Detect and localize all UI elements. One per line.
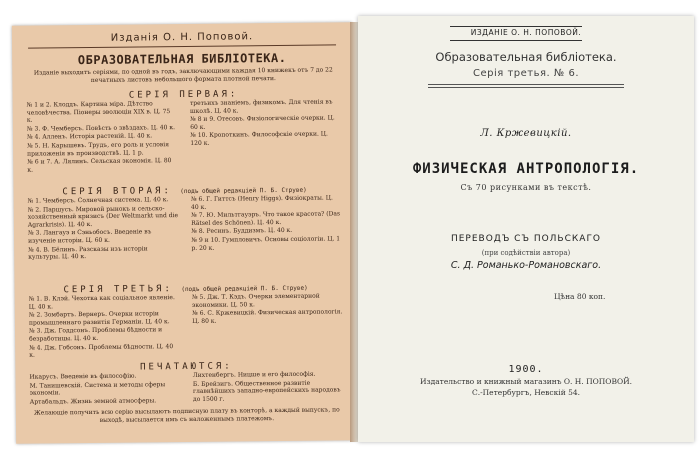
catalog-columns [27, 88, 345, 435]
printing-col-left [29, 372, 180, 407]
list-item: № 2. Паршусъ. Мировой рынокъ и сельско-хозяйственный кризисъ (Der Weltmarkt und die Agrarkrisis). Ц. 40 к. [27, 204, 179, 229]
list-item: № 5. Дж. Т. Кэдъ. Очерки элементарной экономики. Ц. 50 к. [191, 292, 320, 309]
author-name: Л. Кржевицкiй. [480, 128, 572, 139]
list-item: № 4. Дж. Гобсонъ. Проблемы бѣдности. Ц. 40 к. [29, 342, 174, 359]
publisher-header: ИЗДАНIЕ О. Н. ПОПОВОЙ. [470, 28, 582, 37]
price: Цѣна 80 коп. [554, 292, 606, 301]
series-1-col-right [190, 98, 341, 148]
series-2-title: СЕРIЯ ВТОРАЯ: [62, 186, 172, 198]
left-page [12, 22, 356, 444]
list-item: № 1. В. Клэй. Чехотка как соцiальное явленiе. Ц. 40 к. [28, 294, 175, 311]
series-3-title: СЕРIЯ ТРЕТЬЯ: [63, 284, 173, 296]
printing-heading: ПЕЧАТАЮТСЯ: [140, 361, 233, 373]
series-2-editor: (подъ общей редакцiей П. Б. Струве) [180, 186, 307, 196]
list-item: Б. Брейзигъ. Общественное развитiе главнѣйшихъ западно-европейскихъ народовъ до 1500 г. [192, 379, 341, 403]
printing-col-right [193, 370, 344, 404]
list-item: № 1. Чемберсъ. Солнечная система. Ц. 40 к. [27, 196, 169, 205]
header-rule [28, 44, 336, 48]
list-item: № 3. Лангауэ и Сэньобосъ. Введенiе въ изученiе исторiи. Ц. 60 к. [27, 228, 152, 245]
series-2-col-left [28, 196, 179, 262]
translation-note: (при содѣйствiи автора) [481, 249, 571, 257]
list-item: № 6. С. Кржевицкiй. Физическая антропологiя. Ц. 80 к. [192, 308, 343, 325]
series-2-col-right [191, 194, 342, 253]
list-item: № 6 и 7. А. Лялинъ. Сельская экономiя. Ц. 80 к. [27, 157, 172, 174]
list-item: № 4. В. Бёлинъ. Разсказы изъ исторiи культуры. Ц. 40 к. [28, 244, 148, 261]
series-3-col-left [29, 294, 180, 360]
right-page [358, 16, 694, 442]
list-item: Икарусъ. Введенiе въ философiю. [29, 372, 137, 381]
header-rule-bottom [450, 40, 582, 41]
list-item: Артабальдъ. Жизнь земной атмосферы. [29, 397, 157, 406]
translator-name: С. Д. Романько-Романовскаго. [450, 260, 602, 271]
book-title: ФИЗИЧЕСКАЯ АНТРОПОЛОГIЯ. [412, 161, 640, 177]
list-item: № 8. Ресинъ. Буддизмъ. Ц. 40 к. [191, 227, 293, 236]
list-item: № 9 и 10. Гумпловичъ. Основы соцiологiи. Ц. 1 р. 20 к. [191, 235, 341, 252]
series-note: Изданiе выходитъ серiями, по одной въ годъ, заключающими каждая 10 книжекъ отъ 7 до 22 печатныхъ листовъ небольшого формата плотной печати. [33, 66, 333, 84]
series-1-col-left [27, 100, 178, 175]
series-title: Образовательная библiотека. [435, 50, 617, 64]
publication-year: 1900. [508, 364, 544, 375]
list-item: № 1 и 2. Клоддъ. Картина мiра. Дѣтство человѣчества. Пiонеры эволюцiи XIX в. Ц. 75 к. [26, 100, 171, 124]
list-item: № 4. Алленъ. Исторiя растенiй. Ц. 40 к. [26, 132, 153, 142]
header-rule-top [450, 26, 582, 27]
list-item: третьихъ знанiемъ, физикомъ. Для чтенiя въ школѣ. Ц. 40 к. [189, 98, 333, 115]
left-page-footer: Желающiе получить всю серiю высылаютъ подписную плату въ конторѣ, а каждый выпускъ, по выходѣ, высылается имъ съ наложеннымъ платежомъ. [33, 406, 340, 424]
list-item: № 2. Зомбартъ. Вернеръ. Очерки исторiи промышленнаго развитiя Германiи. Ц. 40 к. [28, 310, 170, 327]
list-item: Лихтенбергъ. Ницше и его философiя. [192, 370, 316, 379]
list-item: № 6. Г. Гиттсъ (Henry Higgs). Физiократы. Ц. 40 к. [190, 194, 333, 211]
open-book [8, 14, 696, 446]
rule-1 [428, 84, 624, 85]
series-3-col-right [192, 292, 343, 326]
rule-2 [428, 87, 624, 88]
list-item: № 3. Ф. Чемберсъ. Повѣсть о звѣздахъ. Ц. 40 к. [26, 123, 176, 133]
list-item: М. Танишевскiй. Система и методы сферы экономiи. [29, 380, 166, 397]
series-1-heading: СЕРIЯ ПЕРВАЯ: [128, 89, 239, 101]
publisher-address: С.-Петербургъ, Невскiй 54. [471, 388, 581, 397]
list-item: № 8 и 9. Отесовъ. Физiологическiе очерки. Ц. 60 к. [190, 114, 335, 131]
translation-line: ПЕРЕВОДЪ СЪ ПОЛЬСКАГО [450, 234, 602, 244]
list-item: № 7. Ю. Мильтгауэръ. Что такое красота? (Das Rätsel des Schönen). Ц. 40 к. [191, 210, 341, 227]
left-page-header: Изданiя О. Н. Поповой. [110, 31, 254, 44]
series-number: Серiя третья. № 6. [473, 68, 579, 79]
publisher-name: Издательство и книжный магазинъ О. Н. ПОПОВОЙ. [419, 377, 633, 386]
left-page-title: ОБРАЗОВАТЕЛЬНАЯ БИБЛIОТЕКА. [77, 50, 287, 68]
series-3-editor: (подъ общей редакцiей П. Б. Струве) [181, 284, 308, 294]
list-item: № 10. Кропоткинъ. Философскiе очерки. Ц. 120 к. [190, 130, 328, 147]
list-item: № 3. Дж. Годдсонъ. Проблемы бѣдности и безработицы. Ц. 40 к. [28, 326, 163, 343]
book-subtitle: Съ 70 рисунками въ текстѣ. [460, 183, 592, 192]
list-item: № 5. Н. Карышевъ. Трудъ, его роль и условiя приложенiя въ производствѣ. Ц. 1 р. [27, 141, 170, 158]
